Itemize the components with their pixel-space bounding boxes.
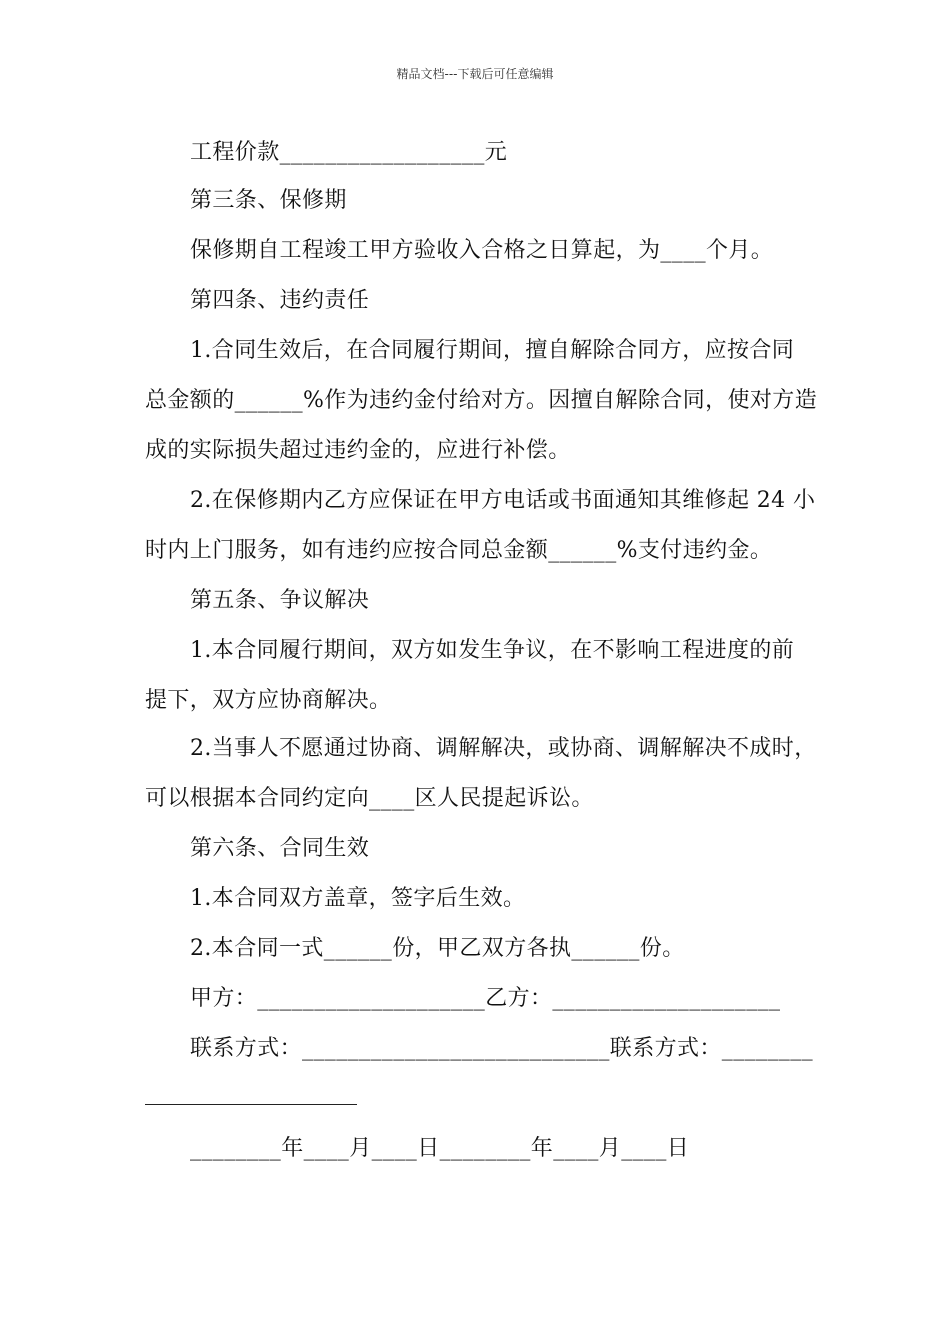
breach-clause-2-line-2: 时内上门服务，如有违约应按合同总金额______%支付违约金。 xyxy=(145,538,773,563)
article-6-heading: 第六条、合同生效 xyxy=(190,836,370,861)
breach-clause-1-line-1: 1.合同生效后，在合同履行期间，擅自解除合同方，应按合同 xyxy=(190,338,795,363)
contact-info-continuation-blank xyxy=(145,1104,357,1105)
effect-clause-1: 1.本合同双方盖章，签字后生效。 xyxy=(190,886,526,911)
contact-info-line: 联系方式：___________________________联系方式：________ xyxy=(190,1036,814,1061)
article-3-heading: 第三条、保修期 xyxy=(190,188,347,213)
warranty-period-text: 保修期自工程竣工甲方验收入合格之日算起，为____个月。 xyxy=(190,238,774,263)
article-5-heading: 第五条、争议解决 xyxy=(190,588,370,613)
page-header: 精品文档---下载后可任意编辑 xyxy=(396,67,554,81)
dispute-clause-1-line-2: 提下，双方应协商解决。 xyxy=(145,688,392,713)
effect-clause-2: 2.本合同一式______份，甲乙双方各执______份。 xyxy=(190,936,685,961)
breach-clause-1-line-2: 总金额的______%作为违约金付给对方。因擅自解除合同，使对方造 xyxy=(145,388,818,413)
dispute-clause-2-line-2: 可以根据本合同约定向____区人民提起诉讼。 xyxy=(145,786,594,811)
party-signature-line: 甲方：____________________乙方：____________________ xyxy=(190,986,781,1011)
dispute-clause-1-line-1: 1.本合同履行期间，双方如发生争议，在不影响工程进度的前 xyxy=(190,638,795,663)
breach-clause-1-line-3: 成的实际损失超过违约金的，应进行补偿。 xyxy=(145,438,571,463)
date-line: ________年____月____日________年____月____日 xyxy=(190,1136,690,1161)
article-4-heading: 第四条、违约责任 xyxy=(190,288,370,313)
dispute-clause-2-line-1: 2.当事人不愿通过协商、调解解决，或协商、调解解决不成时， xyxy=(190,736,817,761)
project-price-line: 工程价款__________________元 xyxy=(190,140,508,165)
breach-clause-2-line-1: 2.在保修期内乙方应保证在甲方电话或书面通知其维修起 24 小 xyxy=(190,488,816,513)
